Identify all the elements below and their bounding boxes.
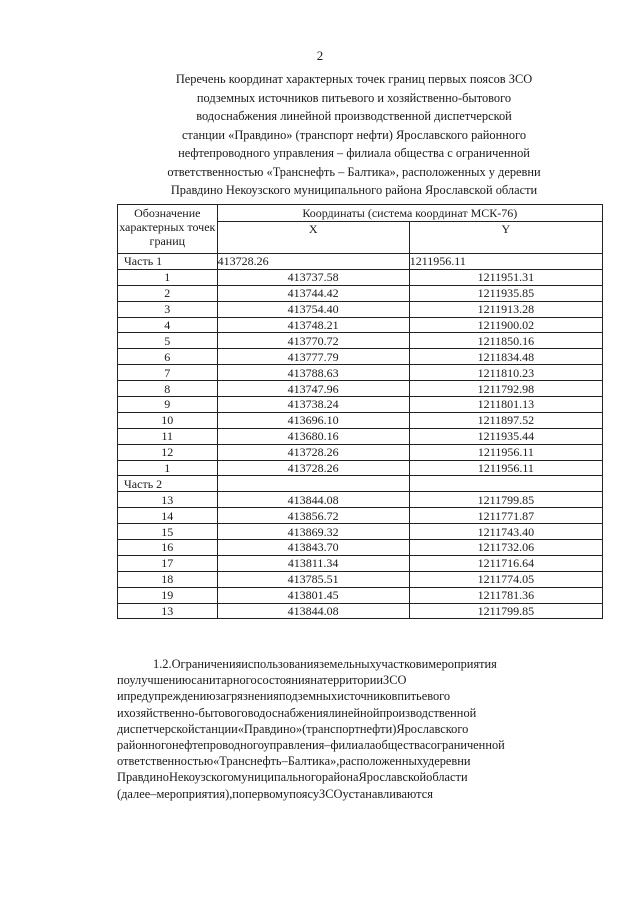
table-row <box>118 412 603 428</box>
cell-y: 1211716.64 <box>409 555 602 571</box>
cell-y: 1211935.44 <box>409 428 602 444</box>
part-1-row <box>118 254 603 270</box>
table-row <box>118 333 603 349</box>
cell-x: 413728.26 <box>217 254 409 270</box>
paragraph-line: диспетчерскойстанции«Правдино»(транспортнефти)Ярославского <box>117 721 469 736</box>
part-1-label: Часть 1 <box>118 254 218 270</box>
table-row <box>118 555 603 571</box>
cell-point: 10 <box>118 412 218 428</box>
title-line: ответственностью «Транснефть – Балтика», расположенных у деревни <box>167 164 541 179</box>
header-coordinates: Координаты (система координат МСК-76) <box>217 205 602 222</box>
cell-point: 9 <box>118 397 218 413</box>
title-line: подземных источников питьевого и хозяйственно-бытового <box>196 90 512 105</box>
table-row <box>118 571 603 587</box>
cell-y: 1211732.06 <box>409 540 602 556</box>
cell-x: 413738.24 <box>217 397 409 413</box>
table-row <box>118 508 603 524</box>
table-row <box>118 587 603 603</box>
table-row <box>118 428 603 444</box>
cell-x: 413844.08 <box>217 603 409 619</box>
cell-y: 1211956.11 <box>409 254 602 270</box>
table-row <box>118 349 603 365</box>
paragraph-line: ипредупреждениюзагрязненияподземныхисточниковпитьевого <box>117 689 451 704</box>
cell-y: 1211951.31 <box>409 269 602 285</box>
table-row <box>118 397 603 413</box>
header-designation: Обозначение характерных точек границ <box>118 205 218 254</box>
cell-point: 6 <box>118 349 218 365</box>
cell-y: 1211799.85 <box>409 603 602 619</box>
table-row <box>118 444 603 460</box>
cell-y: 1211834.48 <box>409 349 602 365</box>
table-row <box>118 269 603 285</box>
cell-point: 3 <box>118 301 218 317</box>
cell-x: 413728.26 <box>217 460 409 476</box>
cell-x: 413737.58 <box>217 269 409 285</box>
table-row <box>118 524 603 540</box>
cell-point: 19 <box>118 587 218 603</box>
cell-point: 11 <box>118 428 218 444</box>
paragraph-1-2 <box>117 656 603 802</box>
cell-x: 413696.10 <box>217 412 409 428</box>
cell-x: 413747.96 <box>217 381 409 397</box>
cell-point: 1 <box>118 460 218 476</box>
cell-x: 413788.63 <box>217 365 409 381</box>
cell-x: 413748.21 <box>217 317 409 333</box>
coordinates-table <box>117 204 603 619</box>
cell-y: 1211850.16 <box>409 333 602 349</box>
table-body <box>118 254 603 619</box>
table-row <box>118 540 603 556</box>
cell-x: 413801.45 <box>217 587 409 603</box>
cell-x: 413770.72 <box>217 333 409 349</box>
cell-point: 2 <box>118 285 218 301</box>
cell-x: 413680.16 <box>217 428 409 444</box>
cell-point: 8 <box>118 381 218 397</box>
paragraph-line: ответственностью«Транснефть–Балтика»,расположенныхудеревни <box>117 754 471 769</box>
part-2-label: Часть 2 <box>118 476 218 492</box>
cell-x: 413754.40 <box>217 301 409 317</box>
cell-y: 1211771.87 <box>409 508 602 524</box>
cell-x: 413744.42 <box>217 285 409 301</box>
title-line: станции «Правдино» (транспорт нефти) Ярославского районного <box>181 127 527 142</box>
cell-y: 1211935.85 <box>409 285 602 301</box>
page-number: 2 <box>316 48 324 63</box>
cell-point: 13 <box>118 603 218 619</box>
table-row <box>118 492 603 508</box>
cell-x: 413728.26 <box>217 444 409 460</box>
document-title <box>128 70 580 200</box>
table-row <box>118 603 603 619</box>
table-row <box>118 285 603 301</box>
paragraph-line: 1.2.Ограниченияиспользованияземельныхучастковимероприятия <box>153 657 497 671</box>
empty-cell <box>217 476 409 492</box>
title-line: водоснабжения линейной производственной диспетчерской <box>196 109 512 123</box>
empty-cell <box>409 476 602 492</box>
cell-y: 1211799.85 <box>409 492 602 508</box>
cell-y: 1211801.13 <box>409 397 602 413</box>
table-row <box>118 381 603 397</box>
cell-y: 1211774.05 <box>409 571 602 587</box>
cell-x: 413843.70 <box>217 540 409 556</box>
cell-y: 1211913.28 <box>409 301 602 317</box>
cell-point: 15 <box>118 524 218 540</box>
table-row <box>118 460 603 476</box>
cell-point: 7 <box>118 365 218 381</box>
cell-point: 5 <box>118 333 218 349</box>
cell-y: 1211792.98 <box>409 381 602 397</box>
cell-point: 18 <box>118 571 218 587</box>
cell-x: 413785.51 <box>217 571 409 587</box>
title-line: нефтепроводного управления – филиала общества с ограниченной <box>178 146 530 160</box>
paragraph-line: ихозяйственно-бытовоговодоснабжениялинейнойпроизводственной <box>117 705 477 720</box>
header-y: Y <box>409 222 602 254</box>
table-row <box>118 317 603 333</box>
cell-point: 17 <box>118 555 218 571</box>
cell-y: 1211956.11 <box>409 460 602 476</box>
part-2-row <box>118 476 603 492</box>
cell-y: 1211743.40 <box>409 524 602 540</box>
cell-y: 1211781.36 <box>409 587 602 603</box>
cell-y: 1211956.11 <box>409 444 602 460</box>
cell-y: 1211900.02 <box>409 317 602 333</box>
paragraph-line: поулучшениюсанитарногосостояниянатерриторииЗСО <box>117 673 407 688</box>
table-row <box>118 365 603 381</box>
table-row <box>118 301 603 317</box>
paragraph-line: (далее–мероприятия),попервомупоясуЗСОустанавливаются <box>117 786 433 801</box>
cell-x: 413869.32 <box>217 524 409 540</box>
header-x: X <box>217 222 409 254</box>
cell-y: 1211897.52 <box>409 412 602 428</box>
cell-x: 413844.08 <box>217 492 409 508</box>
title-line: Правдино Некоузского муниципального района Ярославской области <box>170 183 538 197</box>
cell-x: 413777.79 <box>217 349 409 365</box>
title-line: Перечень координат характерных точек границ первых поясов ЗСО <box>175 72 533 86</box>
cell-point: 1 <box>118 269 218 285</box>
cell-y: 1211810.23 <box>409 365 602 381</box>
cell-point: 16 <box>118 540 218 556</box>
paragraph-line: районногонефтепроводногоуправления–филиалаобществасограниченной <box>117 738 505 753</box>
cell-point: 14 <box>118 508 218 524</box>
cell-point: 12 <box>118 444 218 460</box>
cell-point: 13 <box>118 492 218 508</box>
paragraph-line: ПравдиноНекоузскогомуниципальногорайонаЯрославскойобласти <box>117 770 468 785</box>
cell-point: 4 <box>118 317 218 333</box>
cell-x: 413856.72 <box>217 508 409 524</box>
cell-x: 413811.34 <box>217 555 409 571</box>
